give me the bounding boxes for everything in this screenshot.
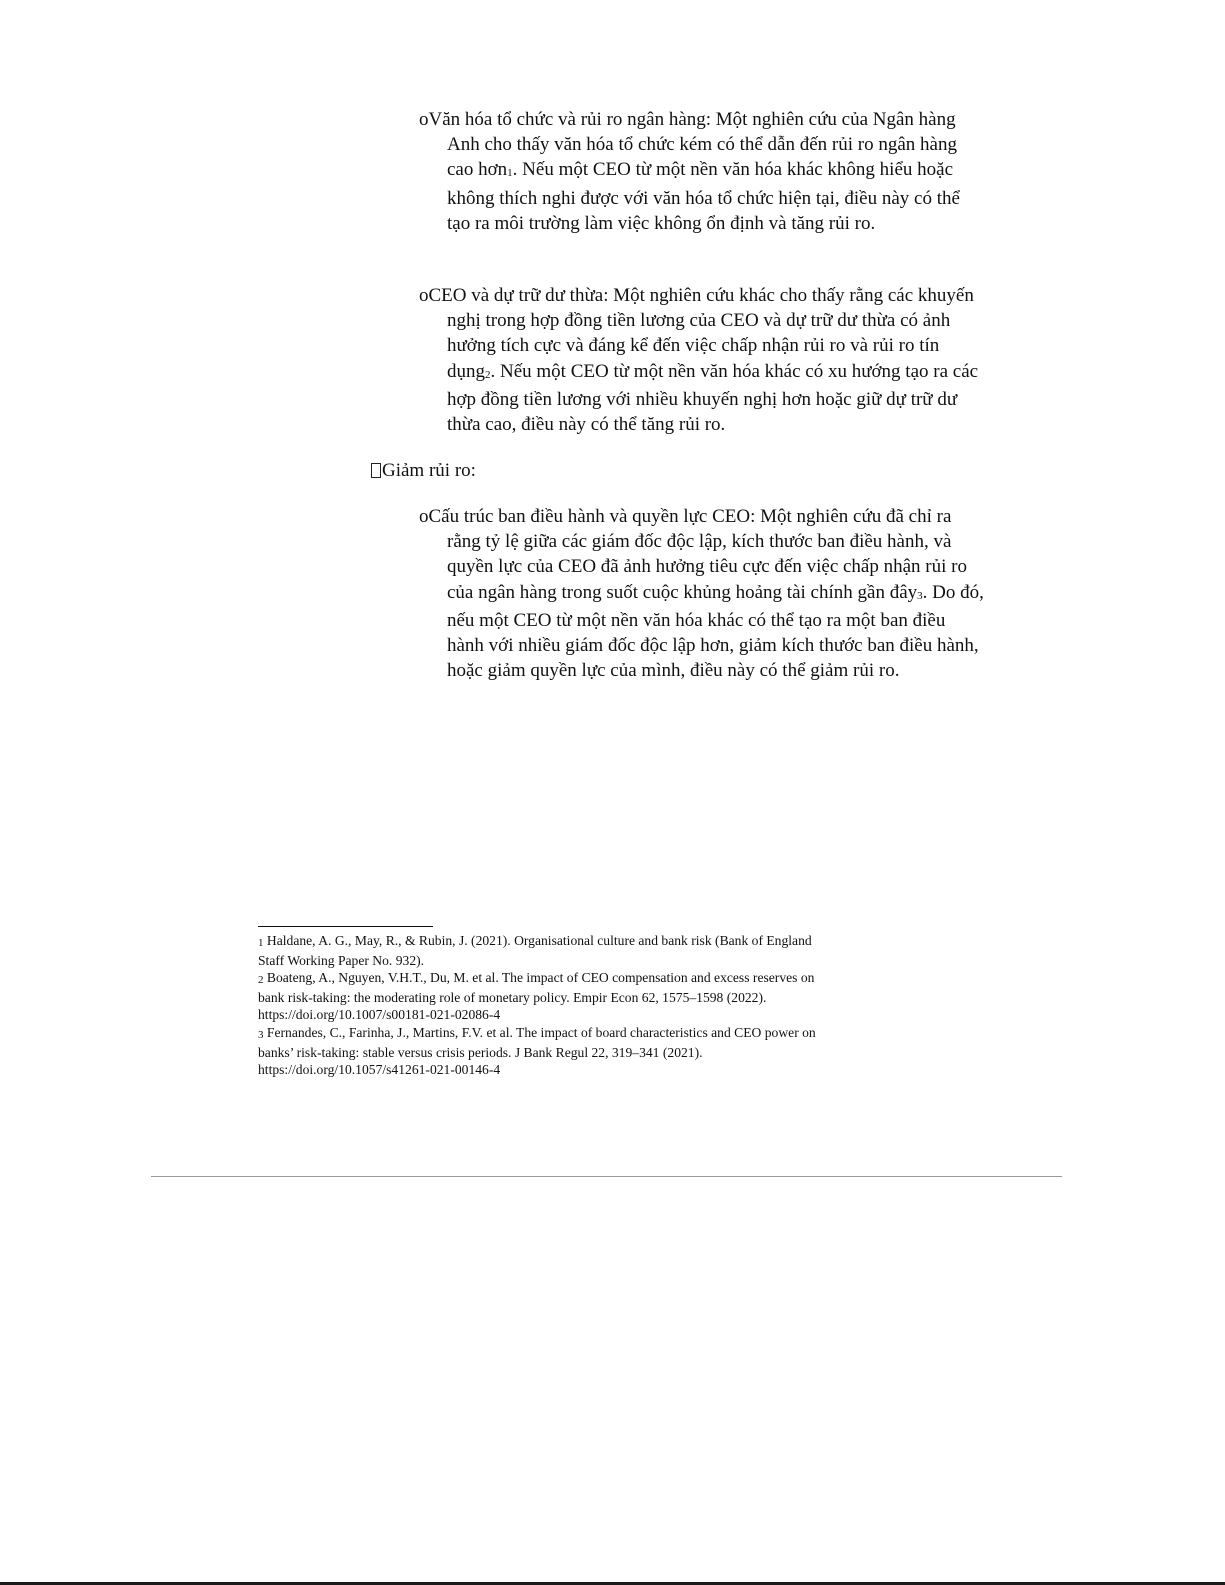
list-marker: o: [419, 285, 429, 306]
paragraph-board-structure: [419, 504, 987, 683]
paragraph-text: . Nếu một CEO từ một nền văn hóa khác có xu hướng tạo ra các hợp đồng tiền lương với nhiều khuyến nghị hơn hoặc giữ dự trữ dư thừa cao, điều này có thể tăng rủi ro.: [447, 360, 979, 436]
footnote-ref[interactable]: 1: [507, 167, 513, 180]
footnote-1: [258, 932, 818, 969]
checkbox-bullet-icon: [371, 463, 381, 478]
footnote-number: 1: [258, 937, 264, 949]
section-heading-text: Giảm rủi ro:: [382, 460, 476, 481]
footnote-number: 2: [258, 974, 264, 987]
footnotes: [258, 932, 818, 1079]
footnote-ref[interactable]: 3: [917, 589, 923, 602]
paragraph-text: Cấu trúc ban điều hành và quyền lực CEO: Một nghiên cứu đã chỉ ra rằng tỷ lệ giữa các giám đốc độc lập, kích thước ban điều hành, và quyền lực của CEO đã ảnh hưởng tiêu cực đến việc chấp nhận rủi ro của ngân hàng trong suốt cuộc khủng hoảng tài chính gần đây: [428, 506, 967, 603]
paragraph-text: Văn hóa tổ chức và rủi ro ngân hàng: Một nghiên cứu của Ngân hàng Anh cho thấy văn hóa tổ chức kém có thể dẫn đến rủi ro ngân hàng cao hơn: [428, 109, 957, 181]
footnote-ref[interactable]: 2: [485, 368, 491, 381]
footnote-text: Fernandes, C., Farinha, J., Martins, F.V. et al. The impact of board characteristics and CEO power on banks’ risk-taking: stable versus crisis periods. J Bank Regul 22, 319–341 (2021). https://doi.org/10.1057/s41261-021-00146-4: [258, 1024, 816, 1078]
list-marker: o: [419, 506, 429, 527]
footnote-text: Haldane, A. G., May, R., & Rubin, J. (2021). Organisational culture and bank risk (Bank of England Staff Working Paper No. 932).: [258, 933, 812, 968]
footnote-separator: [258, 926, 433, 927]
list-marker: o: [419, 109, 429, 130]
footnote-3: [258, 1024, 818, 1079]
paragraph-text: . Do đó, nếu một CEO từ một nền văn hóa khác có thể tạo ra một ban điều hành với nhiều giám đốc độc lập hơn, giảm kích thước ban điều hành, hoặc giảm quyền lực của mình, điều này có thể giảm rủi ro.: [447, 581, 984, 682]
paragraph-text: . Nếu một CEO từ một nền văn hóa khác không hiểu hoặc không thích nghi được với văn hóa tổ chức hiện tại, điều này có thể tạo ra môi trường làm việc không ổn định và tăng rủi ro.: [447, 159, 960, 234]
footnote-2: [258, 969, 818, 1024]
footnote-text: Boateng, A., Nguyen, V.H.T., Du, M. et al. The impact of CEO compensation and excess reserves on bank risk-taking: the moderating role of monetary policy. Empir Econ 62, 1575–1598 (2022). https://doi.org/10.1007/s00181-021-02086-4: [258, 970, 815, 1023]
section-heading: [371, 458, 476, 483]
page-divider: [151, 1176, 1062, 1177]
paragraph-text: CEO và dự trữ dư thừa: Một nghiên cứu khác cho thấy rằng các khuyến nghị trong hợp đồng tiền lương của CEO và dự trữ dư thừa có ảnh hưởng tích cực và đáng kể đến việc chấp nhận rủi ro và rủi ro tín dụng: [428, 285, 974, 382]
paragraph-organisational-culture: [419, 107, 981, 236]
footnote-number: 3: [258, 1028, 264, 1041]
paragraph-ceo-excess-reserves: [419, 283, 987, 437]
